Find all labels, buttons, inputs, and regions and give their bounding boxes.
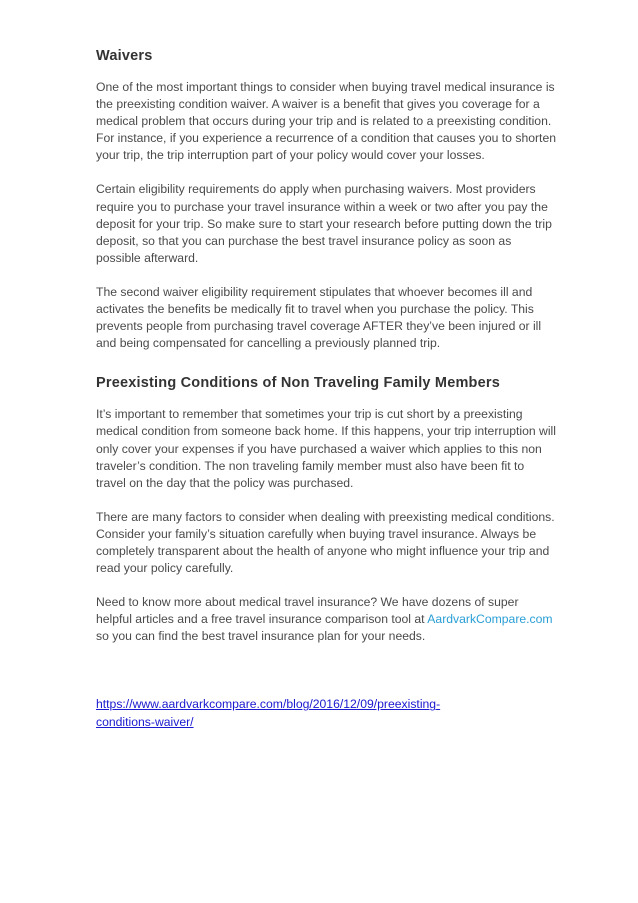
- paragraph-factors: There are many factors to consider when dealing with preexisting medical conditions. Consider your family’s situation carefully when buying travel insurance. Always be completely transparent about the health of anyone who might influence your trip and read your policy carefully.: [96, 509, 555, 576]
- aardvarkcompare-link[interactable]: AardvarkCompare.com: [427, 612, 553, 627]
- source-url-line2: conditions-waiver/: [96, 714, 194, 729]
- paragraph-waiver-intro: One of the most important things to consider when buying travel medical insurance is the preexisting condition waiver. A waiver is a benefit that gives you coverage for a medical problem that occurs during your trip and is related to a preexisting condition. For instance, if you experience a recurrence of a condition that causes you to shorten your trip, the trip interruption part of your policy would cover your losses.: [96, 80, 557, 163]
- source-url-line1: https://www.aardvarkcompare.com/blog/2016/12/09/preexisting-: [96, 697, 441, 712]
- cta-text-before: Need to know more about medical travel insurance? We have dozens of super helpful articles and a free travel insurance comparison tool at: [96, 595, 519, 627]
- cta-text-after: so you can find the best travel insurance plan for your needs.: [96, 629, 426, 644]
- document-page: [96, 30, 556, 731]
- paragraph-family-condition: It’s important to remember that sometimes your trip is cut short by a preexisting medical condition from someone back home. If this happens, your trip interruption will only cover your expenses if you have purchased a waiver which applies to this non traveler’s condition. The non traveling family member must also have been fit to travel on the day that the policy was purchased.: [96, 407, 556, 490]
- heading-family-members: Preexisting Conditions of Non Traveling Family Members: [96, 375, 500, 392]
- paragraph-second-requirement: The second waiver eligibility requirement stipulates that whoever becomes ill and activates the benefits be medically fit to travel when you purchase the policy. This prevents people from purchasing travel coverage AFTER they’ve been injured or ill and being compensated for cancelling a previously planned trip.: [96, 284, 542, 351]
- paragraph-eligibility: Certain eligibility requirements do apply when purchasing waivers. Most providers require you to purchase your travel insurance within a week or two after you pay the deposit for your trip. So make sure to start your research before putting down the trip deposit, so that you can purchase the best travel insurance policy as soon as possible afterward.: [96, 182, 552, 265]
- heading-waivers: Waivers: [96, 48, 153, 64]
- paragraph-call-to-action: [96, 594, 556, 645]
- source-url-link[interactable]: [96, 696, 556, 730]
